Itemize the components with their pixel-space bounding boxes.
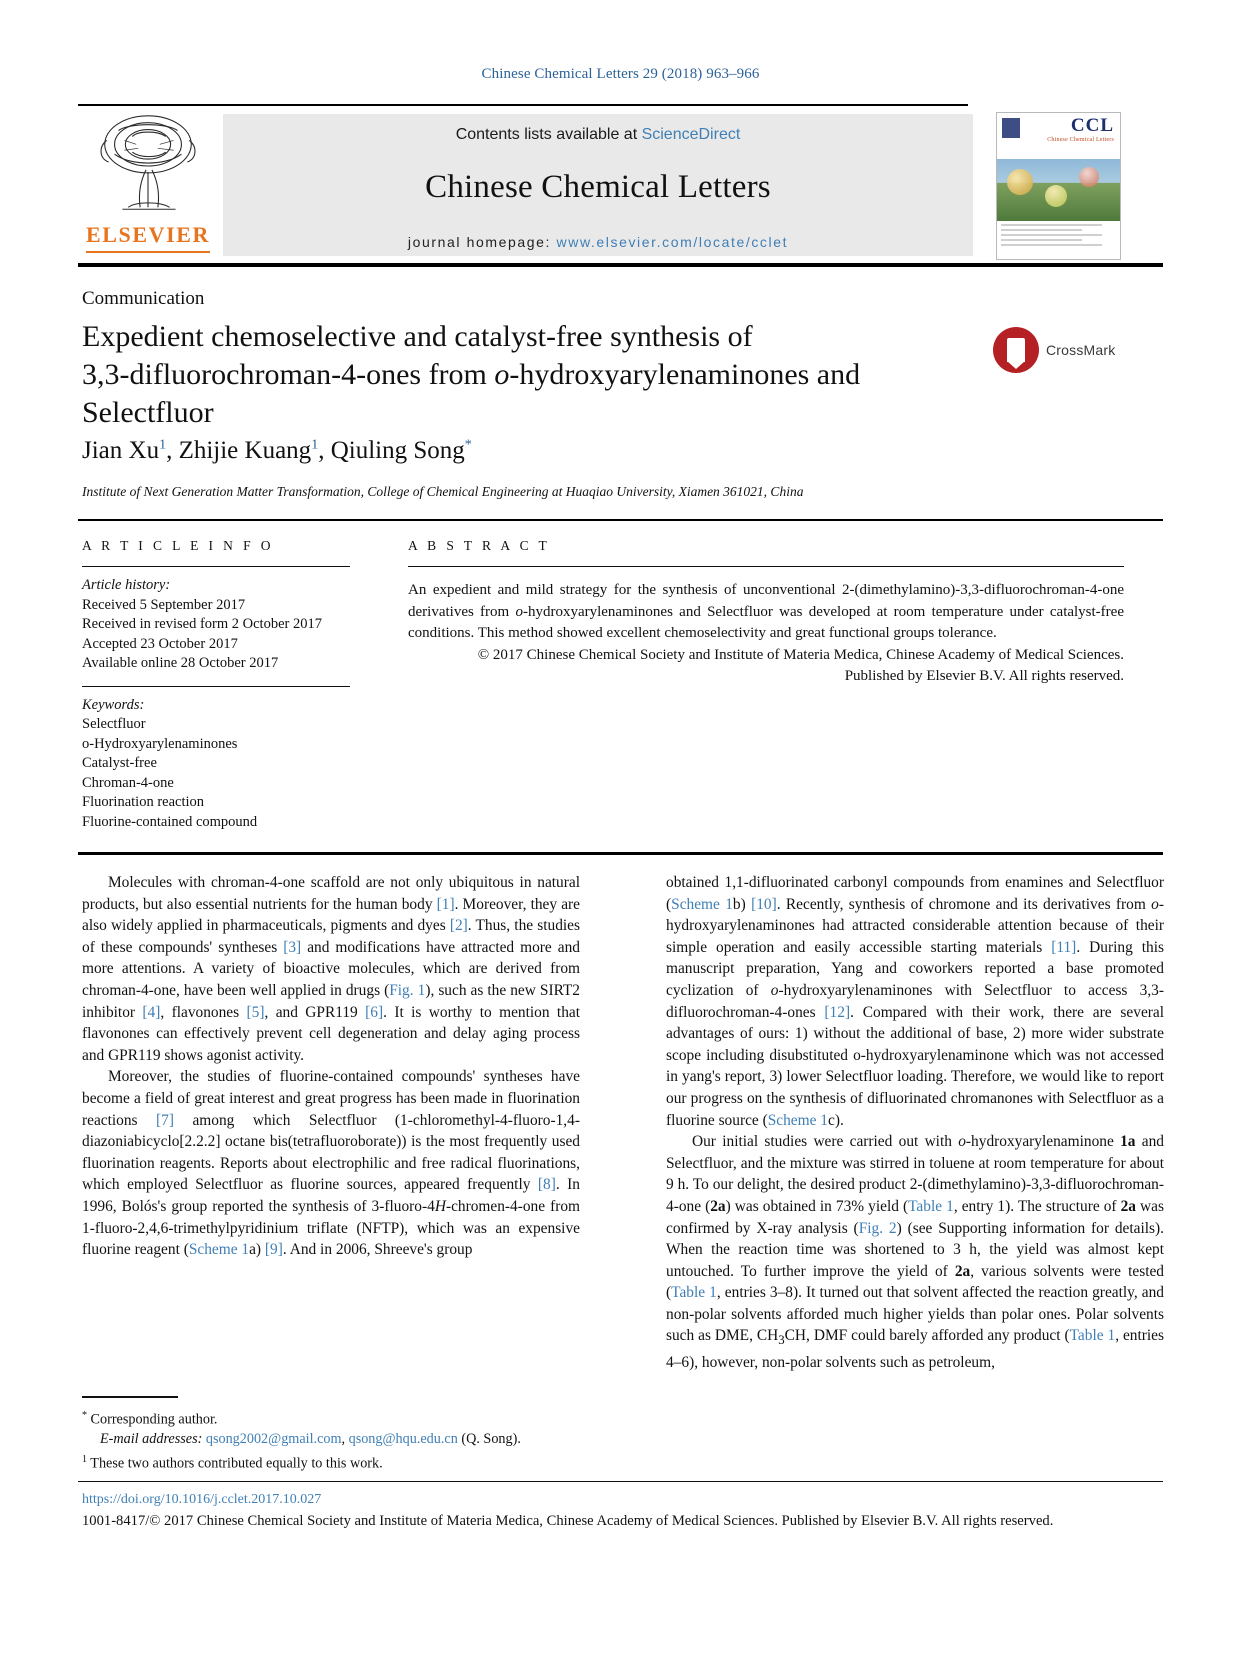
- reference-link[interactable]: [10]: [751, 895, 777, 913]
- abstract-italic-o: o: [515, 603, 523, 620]
- email-note: [82, 1430, 582, 1450]
- italic-run: H: [434, 1197, 446, 1215]
- text-run: . Moreover, they are also widely applied in pharmaceuticals, pigments and dyes: [82, 895, 580, 935]
- text-run: ) was obtained in 73% yield (: [725, 1197, 909, 1215]
- masthead-bottom-rule: [78, 263, 1163, 267]
- text-run: , entry 1). The structure of: [953, 1197, 1121, 1215]
- email-suffix: (Q. Song).: [457, 1431, 521, 1448]
- author-list: Jian Xu$^1$, Zhijie Kuang$^1$, Qiuling Song*: [82, 437, 472, 464]
- journal-title: Chinese Chemical Letters: [425, 169, 771, 205]
- text-run: b): [732, 895, 752, 913]
- table-link[interactable]: Table 1: [908, 1197, 954, 1215]
- compound-label: 2a: [710, 1197, 726, 1215]
- copyright-line-2: Published by Elsevier B.V. All rights reserved.: [844, 668, 1124, 684]
- title-line-2b: -hydroxyarylenaminones and: [509, 358, 861, 391]
- sciencedirect-link[interactable]: ScienceDirect: [641, 126, 741, 143]
- subscript-run: 3: [778, 1333, 785, 1348]
- table-link[interactable]: Table 1: [1069, 1327, 1116, 1345]
- cover-text-line: [1001, 239, 1082, 241]
- journal-cover-thumbnail: [996, 112, 1121, 260]
- text-run: , and GPR119: [264, 1003, 366, 1021]
- cover-text-line: [1001, 244, 1102, 246]
- title-line-2a: 3,3-difluorochroman-4-ones from: [82, 358, 495, 391]
- scheme-link[interactable]: Scheme 1: [671, 895, 733, 913]
- text-run: obtained 1,1-difluorinated carbonyl compounds from enamines and Selectfluor (: [666, 874, 1164, 913]
- affiliation: Institute of Next Generation Matter Transformation, College of Chemical Engineering at Huaqiao University, Xiamen 361021, China: [82, 484, 804, 499]
- text-run: , flavonones: [160, 1003, 247, 1021]
- compound-label: 2a: [1120, 1197, 1136, 1215]
- reference-link[interactable]: [4]: [142, 1003, 161, 1021]
- text-run: , entries 4–6), however, non-polar solvents such as petroleum,: [666, 1327, 1164, 1372]
- doi-link[interactable]: https://doi.org/10.1016/j.cclet.2017.10.027: [82, 1492, 322, 1507]
- copyright-line-1: © 2017 Chinese Chemical Society and Institute of Materia Medica, Chinese Academy of Medical Sciences.: [477, 646, 1124, 663]
- equal-contribution-marker: 1: [82, 1453, 87, 1465]
- cover-acronym: CCL: [1070, 115, 1114, 136]
- page-title: [82, 318, 932, 432]
- text-run: c).: [827, 1111, 844, 1129]
- compound-label: 2a: [954, 1262, 971, 1280]
- elsevier-logo: [78, 110, 218, 258]
- abstract-part-1: An expedient and mild strategy for the synthesis of unconventional 2-(dimethylamino)-3,3-difluorochroman-4-one derivatives from: [408, 582, 1124, 620]
- keyword-item: Fluorination reaction: [82, 794, 205, 810]
- text-run: . Recently, synthesis of chromone and its derivatives from: [776, 895, 1152, 913]
- corresponding-marker: *: [82, 1410, 87, 1421]
- text-run: , entries 3–8). It turned out that solvent affected the reaction greatly, and non-polar solvents afforded much higher yields than polar ones. Polar solvents such as DME, CH: [666, 1284, 1164, 1345]
- keyword-item: Fluorine-contained compound: [82, 813, 258, 830]
- figure-link[interactable]: Fig. 2: [858, 1219, 897, 1237]
- paragraph: [666, 1131, 1164, 1374]
- text-run: and modifications have attracted more and more attentions. A variety of bioactive molecules, which are derived from chroman-4-one, have been well applied in drugs (: [82, 938, 580, 999]
- homepage-prefix: journal homepage:: [407, 234, 557, 250]
- reference-link[interactable]: [7]: [156, 1111, 174, 1129]
- cover-circle-1: [1007, 169, 1033, 195]
- text-run: . Compared with their work, there are several advantages of ours: 1) without the additional of base, 2) more wider substrate scope including disubstituted o-hydroxyarylenaminone which was not accessed in yang's report, 3) lower Selectfluor loading. Therefore, we would like to report our progress on the synthesis of difluorinated chromanones with Selectfluor as a fluorine source (: [666, 1003, 1165, 1129]
- crossmark-icon: [993, 327, 1039, 373]
- running-head: Chinese Chemical Letters 29 (2018) 963–966: [481, 66, 760, 82]
- text-run: and Selectfluor, and the mixture was stirred in toluene at room temperature for about 9 h. To our delight, the desired product 2-(dimethylamino)-3,3-difluorochroman-4-one (: [666, 1133, 1164, 1215]
- paragraph: [666, 872, 1164, 1131]
- text-run: -hydroxyarylenaminones had attracted considerable attention because of their simple operation and easily accessible starting materials: [666, 895, 1165, 956]
- text-run: . Thus, the studies of these compounds' syntheses: [82, 917, 580, 956]
- email-link-2[interactable]: qsong@hqu.edu.cn: [348, 1431, 458, 1448]
- italic-run: o: [958, 1133, 966, 1151]
- elsevier-underline: [86, 251, 210, 253]
- title-line-1: Expedient chemoselective and catalyst-free synthesis of: [82, 320, 753, 353]
- cover-text-line: [1001, 229, 1082, 231]
- reference-link[interactable]: [11]: [1051, 938, 1077, 956]
- homepage-url-link[interactable]: www.elsevier.com/locate/cclet: [556, 234, 789, 250]
- cover-circle-3: [1079, 167, 1099, 187]
- email-link-1[interactable]: qsong2002@gmail.com: [205, 1431, 342, 1448]
- corresponding-author-note: [82, 1406, 582, 1430]
- text-run: a): [249, 1241, 265, 1259]
- abstract-text: [408, 567, 1124, 645]
- paragraph: [82, 872, 580, 1066]
- reference-link[interactable]: [1]: [436, 895, 455, 913]
- keywords-label: Keywords:: [82, 696, 145, 713]
- table-link[interactable]: Table 1: [671, 1284, 717, 1302]
- cover-circle-2: [1045, 185, 1067, 207]
- crossmark-badge[interactable]: [993, 324, 1125, 376]
- history-label: Article history:: [82, 577, 171, 593]
- crossmark-label: CrossMark: [1046, 342, 1116, 358]
- history-item: Received 5 September 2017: [82, 596, 246, 613]
- journal-homepage-line: [408, 234, 788, 250]
- text-run: -hydroxyarylenaminone: [965, 1133, 1121, 1151]
- cover-subtitle: Chinese Chemical Letters: [1047, 137, 1114, 143]
- elsevier-wordmark: ELSEVIER: [85, 222, 211, 247]
- abstract-copyright: [408, 645, 1124, 688]
- text-run: . It is worthy to mention that flavonones can effectively prevent cell degeneration and delay aging process and GPR119 shows agonist activity.: [82, 1003, 580, 1064]
- text-run: Moreover, the studies of fluorine-contained compounds' syntheses have become a field of great interest and great progress has been made in fluorination reactions: [82, 1068, 580, 1129]
- history-item: Accepted 23 October 2017: [82, 635, 238, 652]
- italic-run: o: [1151, 895, 1159, 913]
- abstract-heading: A B S T R A C T: [408, 538, 551, 553]
- text-run: ), such as the new SIRT2 inhibitor: [82, 981, 581, 1021]
- email-separator: ,: [341, 1431, 349, 1448]
- keyword-item: Selectfluor: [82, 716, 146, 732]
- cover-text-line: [1001, 224, 1102, 226]
- cover-artwork: [997, 159, 1120, 221]
- scheme-link[interactable]: Scheme 1: [767, 1111, 828, 1129]
- reference-link[interactable]: [8]: [537, 1176, 556, 1194]
- text-run: among which Selectfluor (1-chloromethyl-4-fluoro-1,4-diazoniabicyclo[2.2.2] octane bis(tetrafluoroborate)) is the most frequently used fluorination reagents. Reports about electrophilic and free radical fluorinations, which employed Selectfluor as fluorine sources, appeared frequently: [82, 1111, 580, 1194]
- text-run: . During this manuscript preparation, Yang and coworkers reported a base promoted cyclization of: [666, 938, 1164, 999]
- reference-link[interactable]: [9]: [264, 1241, 283, 1259]
- masthead-top-rule: [78, 104, 968, 106]
- keyword-item: Chroman-4-one: [82, 774, 174, 791]
- reference-link[interactable]: [3]: [283, 938, 302, 956]
- text-run: -chromen-4-one from 1-fluoro-2,4,6-trimethylpyridinium triflate (NFTP), which was an expensive fluorine reagent (: [82, 1197, 580, 1259]
- reference-link[interactable]: [5]: [246, 1003, 265, 1021]
- abstract-part-2: -hydroxyarylenaminones and Selectfluor was developed at room temperature under catalyst-free conditions. This method showed excellent chemoselectivity and great functional groups tolerance.: [408, 603, 1124, 641]
- body-columns: [82, 872, 1164, 1374]
- text-run: . In 1996, Bolós's group reported the synthesis of 3-fluoro-4: [82, 1176, 580, 1215]
- elsevier-tree-icon: [89, 110, 207, 220]
- contents-line: [456, 126, 741, 144]
- text-run: ) (see Supporting information for details). When the reaction time was shortened to 3 h, the yield was almost kept untouched. To further improve the yield of: [666, 1219, 1164, 1280]
- abstract-column: [408, 538, 1124, 688]
- cover-header: [997, 113, 1120, 159]
- text-run: Molecules with chroman-4-one scaffold are not only ubiquitous in natural products, but also essential nutrients for the human body: [82, 874, 580, 913]
- body-left-column: [82, 872, 580, 1261]
- equal-contribution-note: [82, 1450, 582, 1474]
- keyword-item: o-Hydroxyarylenaminones: [82, 735, 238, 752]
- history-item: Received in revised form 2 October 2017: [82, 616, 322, 632]
- email-label: E-mail addresses:: [100, 1431, 203, 1448]
- compound-label: 1a: [1120, 1133, 1136, 1151]
- cover-text-block: [997, 221, 1120, 259]
- equal-contribution-text: These two authors contributed equally to this work.: [90, 1455, 383, 1472]
- text-run: , various solvents were tested (: [666, 1262, 1164, 1302]
- article-info-heading: A R T I C L E I N F O: [82, 538, 274, 553]
- article-info-column: [82, 538, 382, 832]
- text-run: . And in 2006, Shreeve's group: [282, 1241, 473, 1259]
- reference-link[interactable]: [2]: [449, 917, 468, 935]
- text-run: was confirmed by X-ray analysis (: [666, 1197, 1164, 1237]
- scheme-link[interactable]: Scheme 1: [188, 1241, 250, 1259]
- footnote-rule: [82, 1396, 178, 1398]
- affiliation-rule: [78, 519, 1163, 521]
- cover-text-line: [1001, 234, 1102, 236]
- contents-prefix: Contents lists available at: [455, 126, 642, 143]
- cover-logo-mark: [1002, 118, 1020, 138]
- journal-banner: [223, 114, 973, 256]
- keywords-block: [82, 687, 382, 833]
- text-run: -hydroxyarylenaminones with Selectfluor to access 3,3-difluorochroman-4-ones: [666, 981, 1165, 1021]
- italic-run: o: [770, 981, 779, 999]
- journal-masthead: [78, 108, 1163, 260]
- figure-link[interactable]: Fig. 1: [389, 981, 426, 999]
- text-run: Our initial studies were carried out with: [692, 1133, 959, 1151]
- corresponding-text: Corresponding author.: [90, 1411, 218, 1428]
- body-right-column: [666, 872, 1164, 1374]
- paragraph: [82, 1066, 580, 1260]
- reference-link[interactable]: [12]: [824, 1003, 851, 1021]
- article-type: Communication: [82, 288, 205, 309]
- article-history: [82, 567, 382, 674]
- body-top-rule: [78, 852, 1163, 855]
- title-italic-o: o: [494, 358, 510, 391]
- footer-rule: [78, 1481, 1163, 1482]
- footnote-block: [82, 1396, 582, 1474]
- keyword-item: Catalyst-free: [82, 755, 157, 771]
- spacer: [82, 674, 382, 686]
- reference-link[interactable]: [6]: [365, 1003, 384, 1021]
- title-line-3: Selectfluor: [82, 396, 214, 429]
- text-run: CH, DMF could barely afforded any product (: [784, 1327, 1070, 1345]
- footer-copyright: 1001-8417/© 2017 Chinese Chemical Society and Institute of Materia Medica, Chinese Academy of Medical Sciences. Published by Elsevier B.V. All rights reserved.: [82, 1513, 1054, 1529]
- history-item: Available online 28 October 2017: [82, 655, 279, 671]
